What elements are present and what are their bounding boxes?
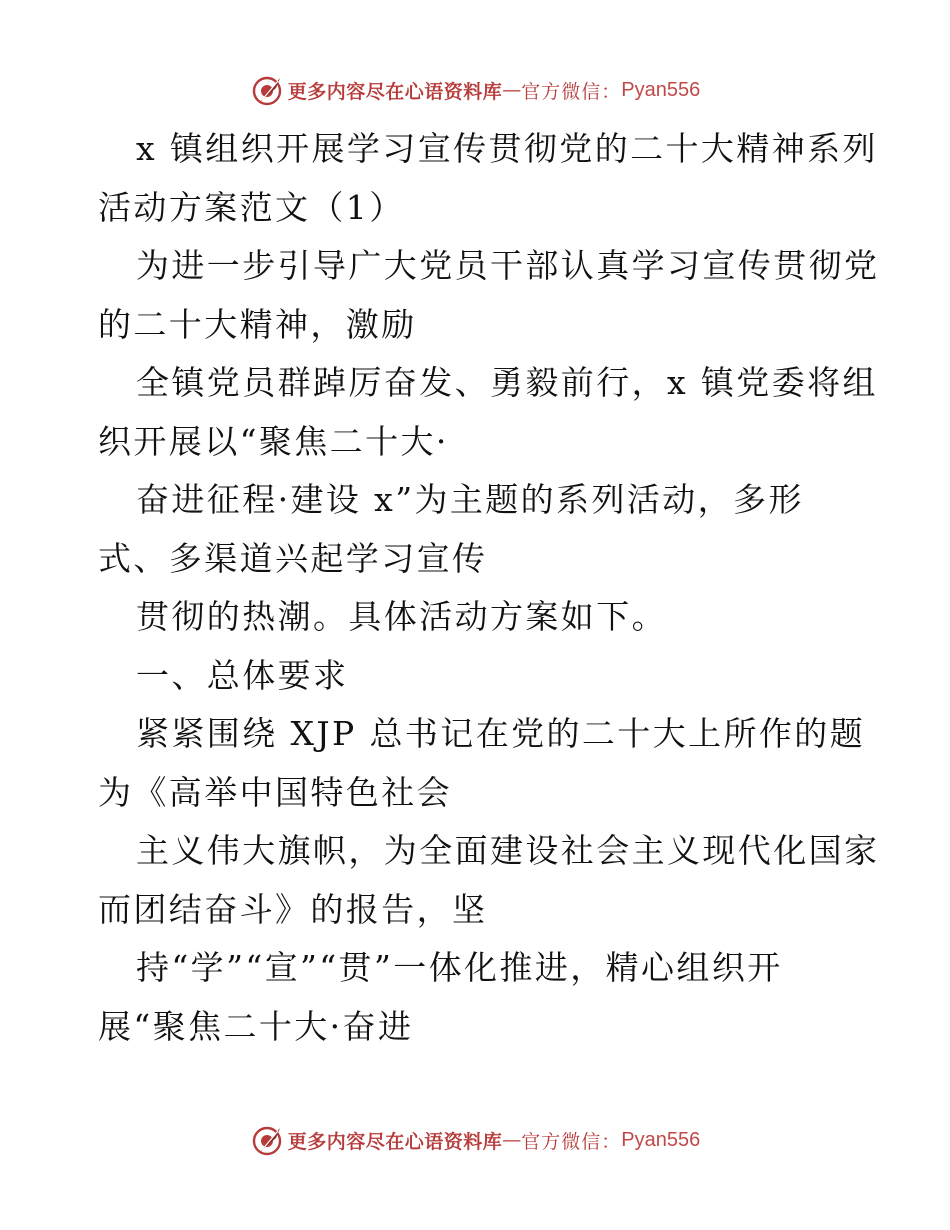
- paragraph-line: 为进一步引导广大党员干部认真学习宣传贯彻党: [136, 246, 880, 285]
- paragraph-line: 全镇党员群踔厉奋发、勇毅前行，x 镇党委将组: [136, 363, 878, 402]
- footer-dash: —: [502, 1129, 522, 1151]
- document-body: [98, 120, 880, 1056]
- paragraph-line: 式、多渠道兴起学习宣传: [98, 538, 488, 578]
- paragraph-line: 的二十大精神，激励: [98, 304, 417, 344]
- paragraph-line: 展“聚焦二十大·奋进: [98, 1006, 414, 1046]
- paragraph-line: 主义伟大旗帜，为全面建设社会主义现代化国家: [136, 831, 880, 870]
- header-banner: [0, 70, 950, 110]
- footer-wechat-id: Pyan556: [621, 1128, 701, 1151]
- paragraph-line: 织开展以“聚焦二十大·: [98, 421, 449, 461]
- quill-logo-icon: [250, 1122, 286, 1158]
- header-wechat-id: Pyan556: [621, 78, 701, 101]
- paragraph-line: 贯彻的热潮。具体活动方案如下。: [136, 597, 667, 636]
- paragraph-line: 而团结奋斗》的报告，坚: [98, 889, 488, 929]
- header-dash: —: [502, 79, 522, 101]
- header-site-name: 更多内容尽在心语资料库: [287, 80, 503, 103]
- paragraph-line: 紧紧围绕 XJP 总书记在党的二十大上所作的题: [136, 714, 866, 753]
- paragraph-line: 奋进征程·建设 x”为主题的系列活动，多形: [136, 480, 804, 519]
- header-wechat-label: 官方微信：: [521, 80, 622, 103]
- footer-banner: [0, 1120, 950, 1160]
- paragraph-line: 为《高举中国特色社会: [98, 772, 452, 812]
- footer-wechat-label: 官方微信：: [521, 1130, 622, 1153]
- section-heading: 一、总体要求: [136, 655, 349, 695]
- document-title-line-1: x 镇组织开展学习宣传贯彻党的二十大精神系列: [136, 129, 878, 168]
- document-title-line-2: 活动方案范文（1）: [98, 187, 405, 227]
- paragraph-line: 持“学”“宣”“贯”一体化推进，精心组织开: [136, 948, 783, 987]
- footer-site-name: 更多内容尽在心语资料库: [287, 1130, 503, 1153]
- quill-logo-icon: [250, 72, 286, 108]
